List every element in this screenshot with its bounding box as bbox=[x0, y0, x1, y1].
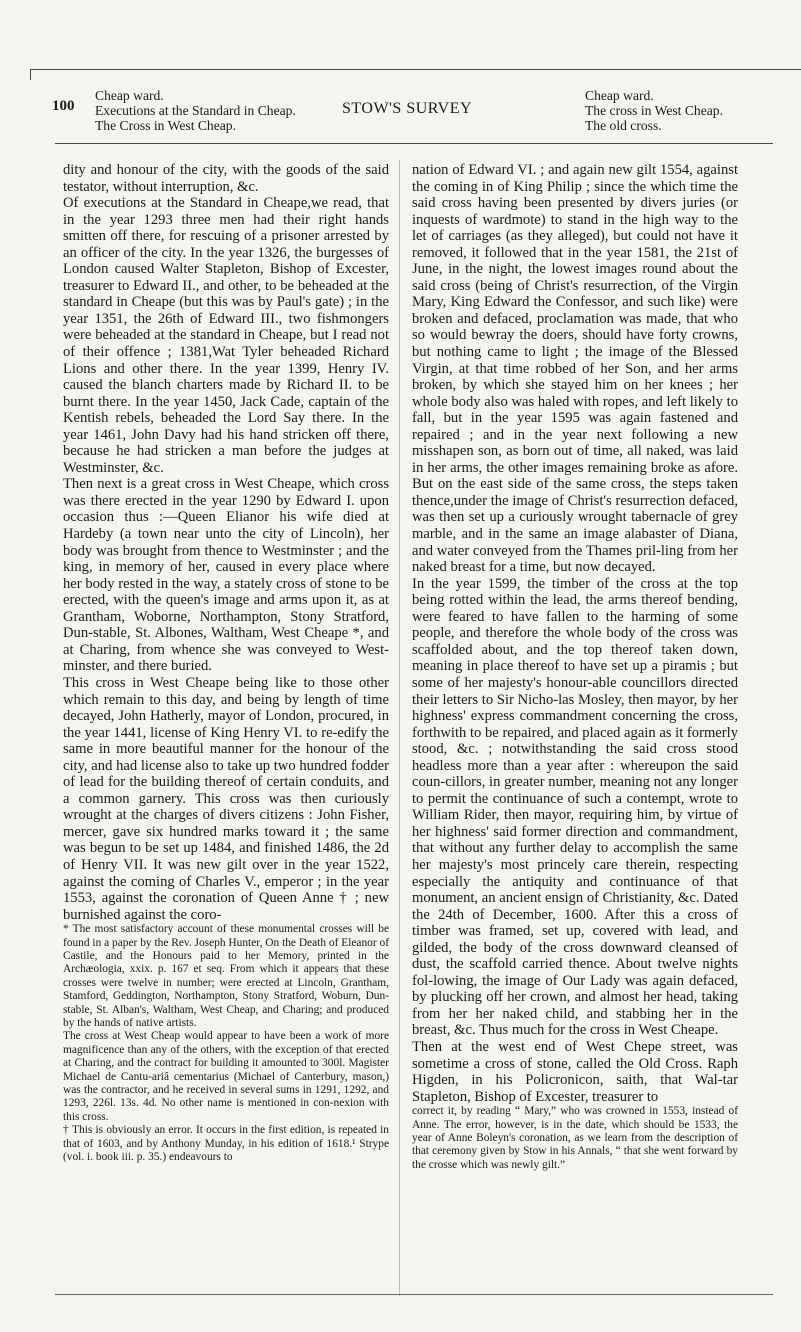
column-divider bbox=[399, 160, 400, 1296]
paragraph: In the year 1599, the timber of the cross at the top being rotted within the lead, the arms thereof bending, were feared to have fallen to the harming of some people, and therefore the whole body of the cross was scaffolded about, and the top thereof taken down, meaning in place thereof to have set up a piramis ; but some of her majesty's honour-able councillors directed their letters to Sir Nicho-las Mosley, then mayor, by her highness' express commandment concerning the cross, forthwith to be repaired, and placed again as it formerly stood, &c. ; notwithstanding the said cross stood headless more than a year after : whereupon the said coun-cillors, in greater number, meaning not any longer to permit the continuance of such a contempt, wrote to William Rider, then mayor, requiring him, by virtue of her highness' said former direction and commandment, that without any further delay to accomplish the same her majesty's most princely care therein, respecting especially the antiquity and continuance of that monument, an ancient ensign of Christianity, &c. Dated the 24th of December, 1600. After this a cross of timber was framed, set up, covered with lead, and gilded, the body of the cross downward cleansed of dust, the scaffold carried thence. About twelve nights fol-lowing, the image of Our Lady was again defaced, by plucking off her crown, and almost her head, taking from her her naked child, and stabbing her in the breast, &c. Thus much for the cross in West Cheape. bbox=[412, 575, 738, 1039]
right-column bbox=[412, 162, 738, 1172]
footnote: † This is obviously an error. It occurs in the first edition, is repeated in that of 1603, and by Anthony Munday, in his edition of 1618.¹ Strype (vol. i. book iii. p. 35.) endeavours to bbox=[63, 1124, 389, 1164]
bottom-rule bbox=[55, 1294, 773, 1295]
left-column bbox=[63, 162, 389, 1164]
header-left-notes bbox=[95, 88, 296, 133]
paragraph: Of executions at the Standard in Cheape,we read, that in the year 1293 three men had their right hands smitten off there, for rescuing of a prisoner arrested by an officer of the city. In the year 1326, the burgesses of London caused Walter Stapleton, Bishop of Excester, treasurer to Edward II., and other, to be beheaded at the standard in Cheape (but this was by Paul's gate) ; in the year 1351, the 26th of Edward III., two fishmongers were beheaded at the standard in Cheape, but I read not of their offence ; 1381,Wat Tyler beheaded Richard Lions and other there. In the year 1399, Henry IV. caused the blanch charters made by Richard II. to be burnt there. In the year 1450, Jack Cade, captain of the Kentish rebels, beheaded the Lord Say there. In the year 1461, John Davy had his hand stricken off there, because he had stricken a man before the judges at Westminster, &c. bbox=[63, 195, 389, 476]
page-header bbox=[30, 88, 801, 132]
header-left-line: Cheap ward. bbox=[95, 88, 164, 103]
header-right-notes bbox=[585, 88, 723, 133]
running-title: STOW'S SURVEY bbox=[342, 100, 473, 117]
header-rule bbox=[55, 143, 773, 144]
footnote: correct it, by reading “ Mary,” who was crowned in 1553, instead of Anne. The error, however, is in the date, which should be 1533, the year of Anne Boleyn's coronation, as we learn from the description of that ceremony given by Stow in his Annals, “ that she went forward by the crosse which was newly gilt.” bbox=[412, 1105, 738, 1171]
footnote: The cross at West Cheap would appear to have been a work of more magnificence than any of the others, with the exception of that erected at Charing, and the contract for building it amounted to 300l. Magister Michael de Cantu-ariâ cementarius (Michael of Canterbury, mason,) was the contractor, and he received in several sums in 1291, 1292, and 1293, 226l. 13s. 4d. No other name is mentioned in con-nexion with this cross. bbox=[63, 1030, 389, 1123]
footnote: * The most satisfactory account of these monumental crosses will be found in a paper by the Rev. Joseph Hunter, On the Death of Eleanor of Castile, and the Honours paid to her Memory, printed in the Archæologia, xxix. p. 167 et seq. From which it appears that these crosses were twelve in number; were erected at Lincoln, Grantham, Stamford, Geddington, Northampton, Stony Stratford, Woburn, Dun-stable, St. Alban's, Waltham, West Cheap, and Charing; and produced by the hands of native artists. bbox=[63, 923, 389, 1029]
paragraph: Then next is a great cross in West Cheape, which cross was there erected in the year 1290 by Edward I. upon occasion thus :—Queen Elianor his wife died at Hardeby (a town near unto the city of Lincoln), her body was brought from thence to Westminster ; and the king, in memory of her, caused in every place where her body rested in the way, a stately cross of stone to be erected, with the queen's image and arms upon it, as at Grantham, Woborne, Northampton, Stony Stratford, Dun-stable, St. Albones, Waltham, West Cheape *, and at Charing, from whence she was conveyed to West-minster, and there buried. bbox=[63, 476, 389, 675]
paragraph: This cross in West Cheape being like to those other which remain to this day, and being by length of time decayed, John Hatherly, mayor of London, procured, in the year 1441, license of King Henry VI. to re-edify the same in more beautiful manner for the honour of the city, and had license also to take up two hundred fodder of lead for the building thereof of certain conduits, and a common garnery. This cross was then curiously wrought at the charges of divers citizens : John Fisher, mercer, gave six hundred marks toward it ; the same was begun to be set up 1484, and finished 1486, the 2d of Henry VII. It was new gilt over in the year 1522, against the coming of Charles V., emperor ; in the year 1553, against the coronation of Queen Anne † ; new burnished against the coro- bbox=[63, 674, 389, 923]
page-number: 100 bbox=[52, 98, 75, 114]
paragraph: dity and honour of the city, with the goods of the said testator, without interruption, &c. bbox=[63, 162, 389, 195]
header-left-line: Executions at the Standard in Cheap. bbox=[95, 103, 296, 118]
header-right-line: The cross in West Cheap. bbox=[585, 103, 723, 118]
top-rule bbox=[30, 69, 801, 70]
header-right-line: The old cross. bbox=[585, 118, 662, 133]
top-rule-corner bbox=[30, 69, 31, 80]
header-left-line: The Cross in West Cheap. bbox=[95, 118, 236, 133]
paragraph: Then at the west end of West Chepe street, was sometime a cross of stone, called the Old Cross. Raph Higden, in his Policronicon, saith, that Wal-tar Stapleton, Bishop of Excester, treasurer to bbox=[412, 1038, 738, 1105]
header-right-line: Cheap ward. bbox=[585, 88, 654, 103]
paragraph: nation of Edward VI. ; and again new gilt 1554, against the coming in of King Philip ; since the which time the said cross having been presented by divers juries (or inquests of wardmote) to stand in the high way to the let of carriages (as they alleged), but could not have it removed, it followed that in the year 1581, the 21st of June, in the night, the lowest images round about the said cross (being of Christ's resurrection, of the Virgin Mary, King Edward the Confessor, and such like) were broken and defaced, proclamation was made, that who so would bewray the doers, should have forty crowns, but nothing came to light ; the image of the Blessed Virgin, at that time robbed of her Son, and her arms broken, by which she stayed him on her knees ; her whole body also was haled with ropes, and left likely to fall, but in the year 1595 was again fastened and repaired ; and in the year next following a new misshapen son, as born out of time, all naked, was laid in her arms, the other images remaining broke as afore. But on the east side of the same cross, the steps taken thence,under the image of Christ's resurrection defaced, was then set up a curiously wrought tabernacle of grey marble, and in the same an image alabaster of Diana, and water conveyed from the Thames pril-ling from her naked breast for a time, but now decayed. bbox=[412, 162, 738, 576]
